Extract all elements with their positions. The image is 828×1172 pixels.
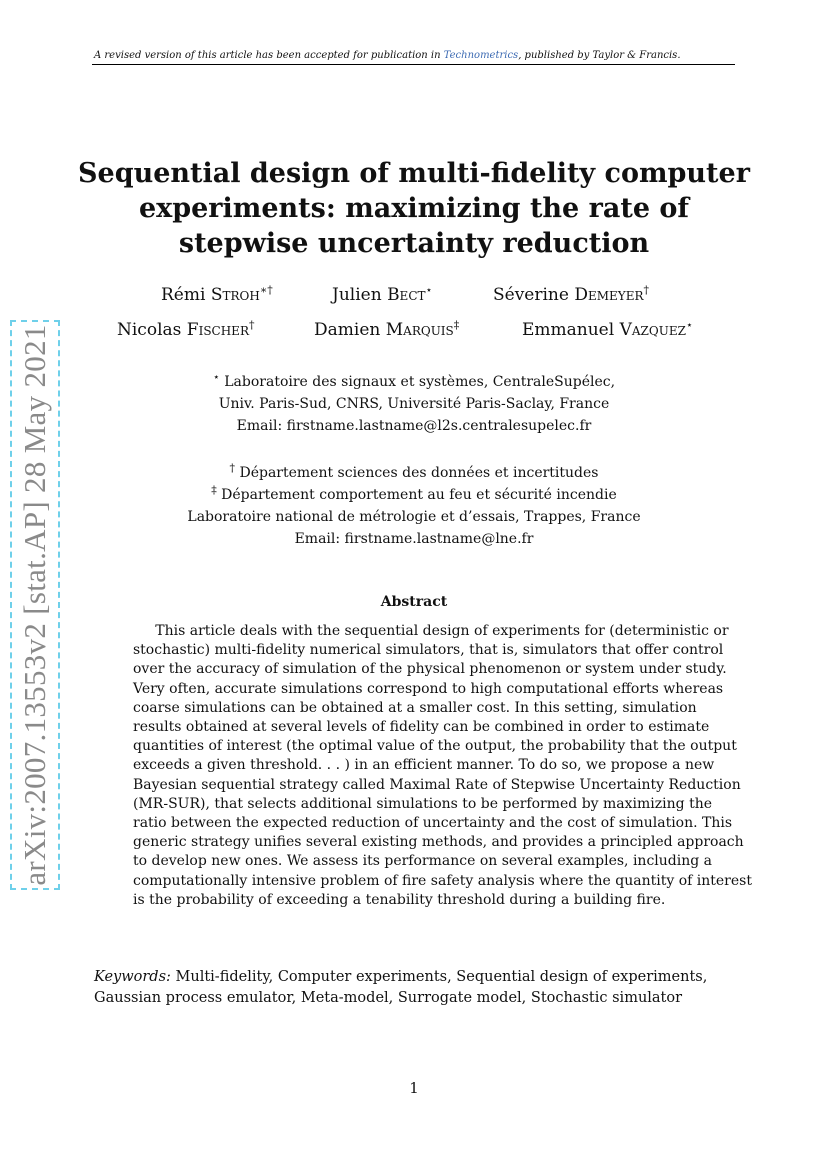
author: Séverine Demeyer† xyxy=(493,283,650,305)
abstract-line: Bayesian sequential strategy called Maximal Rate of Stepwise Uncertainty Reduction xyxy=(133,776,741,793)
keywords xyxy=(94,967,734,1009)
publication-note-text-end: , published by Taylor & Francis. xyxy=(518,50,681,61)
publication-note xyxy=(94,50,734,61)
abstract-line: exceeds a given threshold. . . ) in an efficient manner. To do so, we propose a new xyxy=(133,757,715,774)
abstract-line: computationally intensive problem of fire safety analysis where the quantity of interest xyxy=(133,872,752,889)
affiliation-email: Email: firstname.lastname@lne.fr xyxy=(294,531,534,547)
abstract-body xyxy=(133,622,752,910)
author-row xyxy=(0,320,828,344)
title-line: Sequential design of multi-fidelity computer xyxy=(78,158,750,189)
abstract-line: (MR-SUR), that selects additional simulations to be performed by maximizing the xyxy=(133,795,712,812)
arxiv-stamp-text: arXiv:2007.13553v2 [stat.AP] 28 May 2021 xyxy=(17,324,52,886)
header-rule xyxy=(92,64,735,65)
affiliation-block xyxy=(0,462,828,550)
abstract-line: This article deals with the sequential design of experiments for (deterministic or xyxy=(133,623,729,639)
abstract-line: Very often, accurate simulations correspond to high computational efforts whereas xyxy=(133,680,724,697)
keywords-text: Multi-fidelity, Computer experiments, Sequential design of experiments, xyxy=(170,969,708,985)
abstract-line: results obtained at several levels of fidelity can be combined in order to estimate xyxy=(133,719,710,736)
abstract-line: to develop new ones. We assess its performance on several examples, including a xyxy=(133,853,712,870)
paper-title xyxy=(0,156,828,261)
author: Rémi Stroh∗† xyxy=(161,283,273,305)
affiliation-block xyxy=(0,371,828,437)
affiliation-line: † Département sciences des données et incertitudes xyxy=(229,461,599,481)
abstract-line: ratio between the expected reduction of uncertainty and the cost of simulation. This xyxy=(133,815,733,832)
abstract-heading: Abstract xyxy=(380,594,448,610)
title-line: experiments: maximizing the rate of xyxy=(138,193,690,224)
abstract-line: over the accuracy of simulation of the physical phenomenon or system under study. xyxy=(133,661,727,678)
affiliation-line: Laboratoire national de métrologie et d’essais, Trappes, France xyxy=(187,509,641,525)
keywords-label: Keywords: xyxy=(94,969,171,985)
abstract-line: coarse simulations can be obtained at a smaller cost. In this setting, simulation xyxy=(133,699,697,716)
affiliation-email: Email: firstname.lastname@l2s.centralesupelec.fr xyxy=(236,418,592,434)
affiliation-line: ‡ Département comportement au feu et sécurité incendie xyxy=(211,483,617,503)
author: Emmanuel Vazquez⋆ xyxy=(522,318,693,340)
keywords-text: Gaussian process emulator, Meta-model, Surrogate model, Stochastic simulator xyxy=(94,990,683,1006)
author-row xyxy=(0,285,828,309)
abstract-line: stochastic) multi-fidelity numerical simulators, that is, simulators that offer control xyxy=(133,642,724,659)
affiliation-line: Univ. Paris-Sud, CNRS, Université Paris-Saclay, France xyxy=(218,396,610,412)
author: Nicolas Fischer† xyxy=(117,318,255,340)
journal-link[interactable]: Technometrics xyxy=(443,50,519,61)
abstract-line: is the probability of exceeding a tenability threshold during a building fire. xyxy=(133,891,666,908)
page-number: 1 xyxy=(409,1079,419,1097)
author: Damien Marquis‡ xyxy=(314,318,460,340)
abstract-line: generic strategy unifies several existing methods, and provides a principled approach xyxy=(133,834,744,851)
title-line: stepwise uncertainty reduction xyxy=(178,228,650,259)
publication-note-text: A revised version of this article has been accepted for publication in xyxy=(94,50,444,61)
abstract-line: quantities of interest (the optimal value of the output, the probability that the output xyxy=(133,738,737,755)
affiliation-line: ⋆ Laboratoire des signaux et systèmes, CentraleSupélec, xyxy=(212,370,616,390)
author: Julien Bect⋆ xyxy=(332,283,433,305)
